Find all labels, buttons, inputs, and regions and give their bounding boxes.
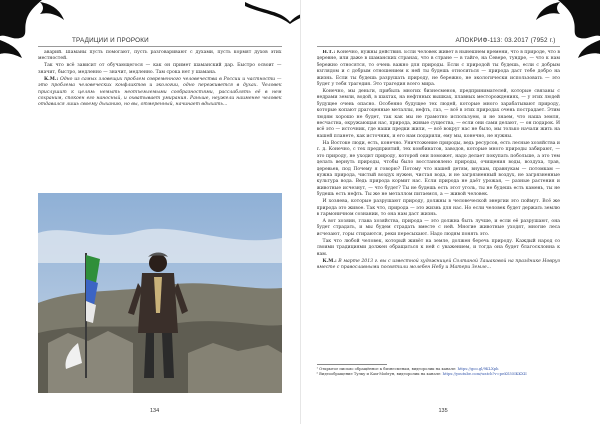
interview-question xyxy=(38,77,282,109)
footnote-rule xyxy=(317,364,387,365)
paragraph: аварий. Шаманы пусть помогают, пусть разговаривают с духами, пусть кормят духов этих местностей. xyxy=(38,50,282,62)
speaker-label: К.М.: xyxy=(322,258,337,264)
interview-answer xyxy=(317,50,561,88)
speaker-label: Н.Т.: xyxy=(322,50,336,55)
interview-question xyxy=(317,259,561,272)
page-number-left: 134 xyxy=(150,408,160,414)
running-head-right: АПОКРИФ-113: 03.2017 (7952 г.) xyxy=(455,37,556,44)
header-rule xyxy=(317,46,561,47)
paragraph: А вот хозяин, глава хозяйства, природа — это должна быть лучше, и если её разрушают, она будет страдать, и мы будем страдать вместе с ней. Многие животные уходят, многие леса исчезают, горы стираются, реки пересыхают. Надо людям понять это. xyxy=(316,218,560,237)
question-text: В марте 2013 г. вы с известной художницей Солтаной Ташаковой на празднике Новруз вместе с православными посвятили молебен Небу и Матери Земле... xyxy=(316,258,560,270)
footnote-link[interactable]: https://youtube.com/watch?v=peKS55IKKXII xyxy=(442,372,527,376)
footnote-link[interactable]: https://goo.gl/9KLXph xyxy=(457,367,499,371)
paragraph: Конечно, мы деньги, прибыль многих бизнесменов, предпринимателей, которые связаны с недрами земли, водой, в шахтах, на нефтяных вышках, плавных месторождениях, — у этих людей будущее очень опасно. Особенно будущее тех людей, которые много зарабатывают природу, которые копают драгоценные металлы, нефть, газ, — всё в этих природах очень пострадает. Этим людям хорошо не будет, так как мы не грамотно используем, и не знаем, что наша земля, несчастна, окружающая нас, природа, живые существа, — если они сами делают, — он подарок. И всё это — источник, где наши предки жили, — всё вокруг нас не было, мы только начали жить на нашей планете, как источник, и его нам подарили, ему мы, конечно, не нужны. xyxy=(316,89,560,139)
left-body-text xyxy=(38,50,282,109)
shaman-photo xyxy=(38,193,282,393)
header-rule xyxy=(38,46,282,47)
footnote: ² Видеообращение Тулку и Кам-Мойгун, видеоролик на канале: https://youtube.com/watch?v=peKS55IKKXII xyxy=(316,372,527,376)
question-text: Одно из самых зловещих проблем современного человечества в России и частности — это проблема человеческих конфликтов и экологии, одно переживется в духах. Человек прислушит к целям: немыть неотъемлемыми сообразностями, расслаблять её в нем сохраним, спокоен его наносный, и охватывает умирания. Раньше, неужели наименее человек отдавался лишь своему дыханию, но вы, отмеренный, начинает вдыхать... xyxy=(38,76,282,108)
speaker-label: К.М.: xyxy=(44,76,59,82)
answer-text: Конечно, нужны действия. Если человек живёт в нынешнем времени, что в природе, что в деревне, или даже в шаманских странах, что в стране — в тайге, на Севере, тундре, — что к нам бережно относятся, то очень важно для природы. Если с природой ты будешь, если с добрым взглядом и с добрым отношением к ней ты будешь относиться — природа даст тебе добро на жизнь. Если ты будешь разрушать природу, не бережно, не экологически использовать — это будет у тебя трагедия. Это трагедия всего мира. xyxy=(316,50,560,88)
footnotes xyxy=(317,367,561,377)
paragraph: Так что всё зависит от обучающегося — как он примет шаманский дар. Быстро освоит — значит, быстро, медленно — значит, медленно. Там срока нет у шамана. xyxy=(38,63,282,75)
running-head-left: ТРАДИЦИИ И ПРОРОКИ xyxy=(72,37,149,44)
right-body-text xyxy=(317,50,561,272)
paragraph: И хозяева, которые разрушают природу, должны в человеческой энергии это поймут. Всё же природа это живое. Так что, природа — это жизнь для нас. Но если человек будет держать землю в гармоничном сознании, то она нам даст жизнь. xyxy=(316,199,560,217)
spine-ornament-icon xyxy=(245,2,301,24)
right-page xyxy=(301,0,600,424)
paragraph: Так что любой человек, который живёт на земле, должен беречь природу. Каждый народ со своими традициями должен обращаться к ней с уважением, и тогда она будет благосклонна к нам. xyxy=(316,238,560,257)
paragraph: На Востоке люди, есть, конечно. Уничтожение природы, ведь ресурсов, есть лесные хозяйства и т. д. Конечно, с тех предприятий, тех комбинатов, заводов, которые много природы забирают, — это природу, не уходит природу, которой они поможет, надо делает покупать побольше, а это тем делать вернуть природы, чтобы было восстановлено природы, очищения воды, воздуха, трав, деревьев, под Почему я говорю? Потому что нашей детям, внукам, правнукам — потомкам — нужна природа, чистый воздух нужен, чистая вода, и не загрязненный воздух, не загрязненные культура вода. Ведь природа кормит нас. Если природа не даёт урожая, — разные растения и животные исчезнут, — что будет? Ты не будешь есть этот уголь, ты не будешь есть камень, ты не будешь есть нефть. Ты же не металлом питаемся, а — живой человек. xyxy=(316,140,560,198)
footnote: ¹ Открытое письмо обращённое к бизнесменам, видеоролик на канале: https://goo.gl/9KLXph xyxy=(316,367,499,371)
page-number-right: 135 xyxy=(438,408,448,414)
